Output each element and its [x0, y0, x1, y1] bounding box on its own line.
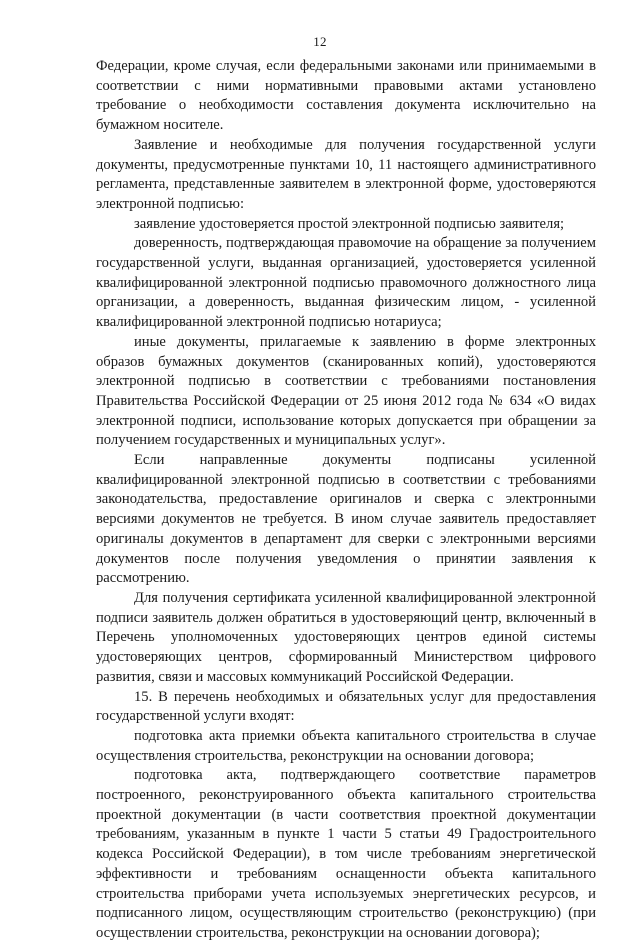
page-number: 12: [313, 34, 327, 49]
paragraph: иные документы, прилагаемые к заявлению в форме электронных образов бумажных документов (сканированных копий), удостоверяются электронной подписью в соответствии с требованиями постановления Правительства Российской Федерации от 25 июня 2012 года № 634 «О видах электронной подписи, использование которых допускается при обращении за получением государственных и муниципальных услуг».: [96, 333, 596, 449]
paragraph: Федерации, кроме случая, если федеральными законами или принимаемыми в соответствии с ними нормативными правовыми актами установлено требование о необходимости составления документа исключительно на бумажном носителе.: [96, 58, 596, 134]
paragraph: доверенность, подтверждающая правомочие на обращение за получением государственной услуги, выданная организацией, удостоверяется усиленной квалифицированной электронной подписью правомочного должностного лица организации, а доверенность, выданная физическим лицом, - усиленной квалифицированной электронной подписью нотариуса;: [96, 235, 596, 331]
document-body: [96, 57, 596, 944]
paragraph: Заявление и необходимые для получения государственной услуги документы, предусмотренные пунктами 10, 11 настоящего административного регламента, представленные заявителем в электронной форме, удостоверяются электронной подписью:: [96, 136, 596, 212]
paragraph: подготовка акта, подтверждающего соответствие параметров построенного, реконструированного объекта капитального строительства проектной документации (в части соответствия проектной документации требованиям, указанным в пункте 1 части 5 статьи 49 Градостроительного кодекса Российской Федерации), в том числе требованиям энергетической эффективности и требованиям оснащенности объекта капитального строительства приборами учета используемых энергетических ресурсов, и подписанного лицом, осуществляющим строительство (реконструкцию) (при осуществлении строительства, реконструкции на основании договора);: [96, 767, 596, 941]
paragraph: Если направленные документы подписаны усиленной квалифицированной электронной подписью в соответствии с требованиями законодательства, предоставление оригиналов и сверка с электронными версиями документов не требуется. В ином случае заявитель предоставляет оригиналы документов в департамент для сверки с электронными версиями документов после получения уведомления о принятии заявления к рассмотрению.: [96, 452, 596, 587]
paragraph: заявление удостоверяется простой электронной подписью заявителя;: [134, 215, 565, 232]
paragraph: подготовка акта приемки объекта капитального строительства в случае осуществления строительства, реконструкции на основании договора;: [96, 727, 596, 764]
paragraph: 15. В перечень необходимых и обязательных услуг для предоставления государственной услуги входят:: [96, 688, 596, 725]
paragraph: Для получения сертификата усиленной квалифицированной электронной подписи заявитель должен обратиться в удостоверяющий центр, включенный в Перечень уполномоченных удостоверяющих центров единой системы удостоверяющих центров, сформированный Министерством цифрового развития, связи и массовых коммуникаций Российской Федерации.: [96, 589, 596, 685]
